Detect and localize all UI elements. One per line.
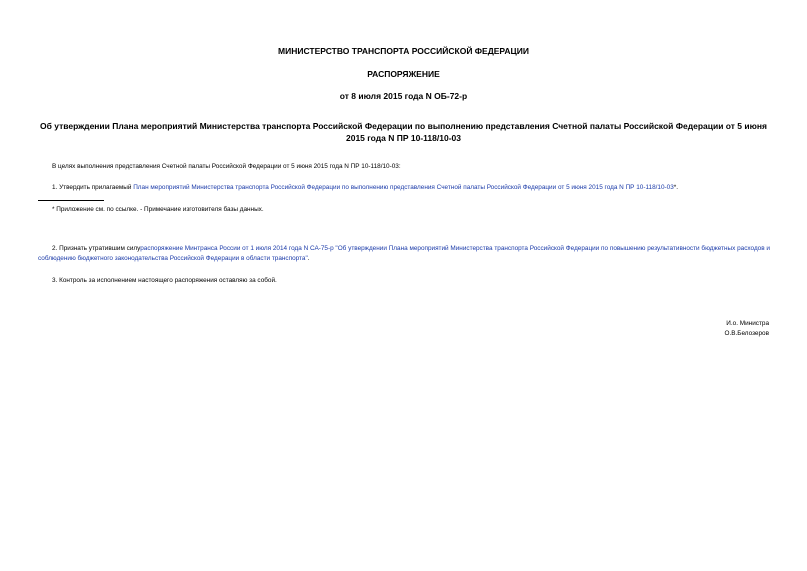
document-title: Об утверждении Плана мероприятий Министерства транспорта Российской Федерации по выполнению представления Счетной палаты Российской Федерации от 5 июня 2015 года N ПР 10-118/10-03 <box>40 121 767 143</box>
document-date: от 8 июля 2015 года N ОБ-72-р <box>339 91 468 101</box>
item-2-paragraph <box>38 244 770 264</box>
repealed-order-link[interactable]: распоряжение Минтранса России от 1 июля 2014 года N СА-75-р "Об утверждении Плана мероприятий Министерства транспорта Российской Федерации по повышению результативности бюджетных расходов и соблюдению бюджетного законодательства Российской Федерации в области транспорта" <box>38 245 770 262</box>
plan-link[interactable]: План мероприятий Министерства транспорта Российской Федерации по выполнению представления Счетной палаты Российской Федерации от 5 июня 2015 года N ПР 10-118/10-03 <box>133 184 674 191</box>
item-1-paragraph <box>52 183 678 192</box>
ministry-name: МИНИСТЕРСТВО ТРАНСПОРТА РОССИЙСКОЙ ФЕДЕРАЦИИ <box>278 46 529 56</box>
signatory-position: И.о. Министра <box>726 320 769 327</box>
item-1-suffix: *. <box>673 184 679 191</box>
document-type: РАСПОРЯЖЕНИЕ <box>367 69 440 79</box>
item-1-prefix: 1. Утвердить прилагаемый <box>52 184 134 191</box>
footnote: * Приложение см. по ссылке. - Примечание изготовителя базы данных. <box>52 206 264 213</box>
item-3-paragraph: 3. Контроль за исполнением настоящего распоряжения оставляю за собой. <box>52 277 277 284</box>
intro-paragraph: В целях выполнения представления Счетной палаты Российской Федерации от 5 июня 2015 года N ПР 10-118/10-03: <box>52 163 401 170</box>
item-2-suffix: . <box>307 255 310 262</box>
signatory-name: О.В.Белозеров <box>724 330 769 337</box>
item-2-prefix: 2. Признать утратившим силу <box>52 245 141 252</box>
footnote-divider <box>38 200 104 201</box>
